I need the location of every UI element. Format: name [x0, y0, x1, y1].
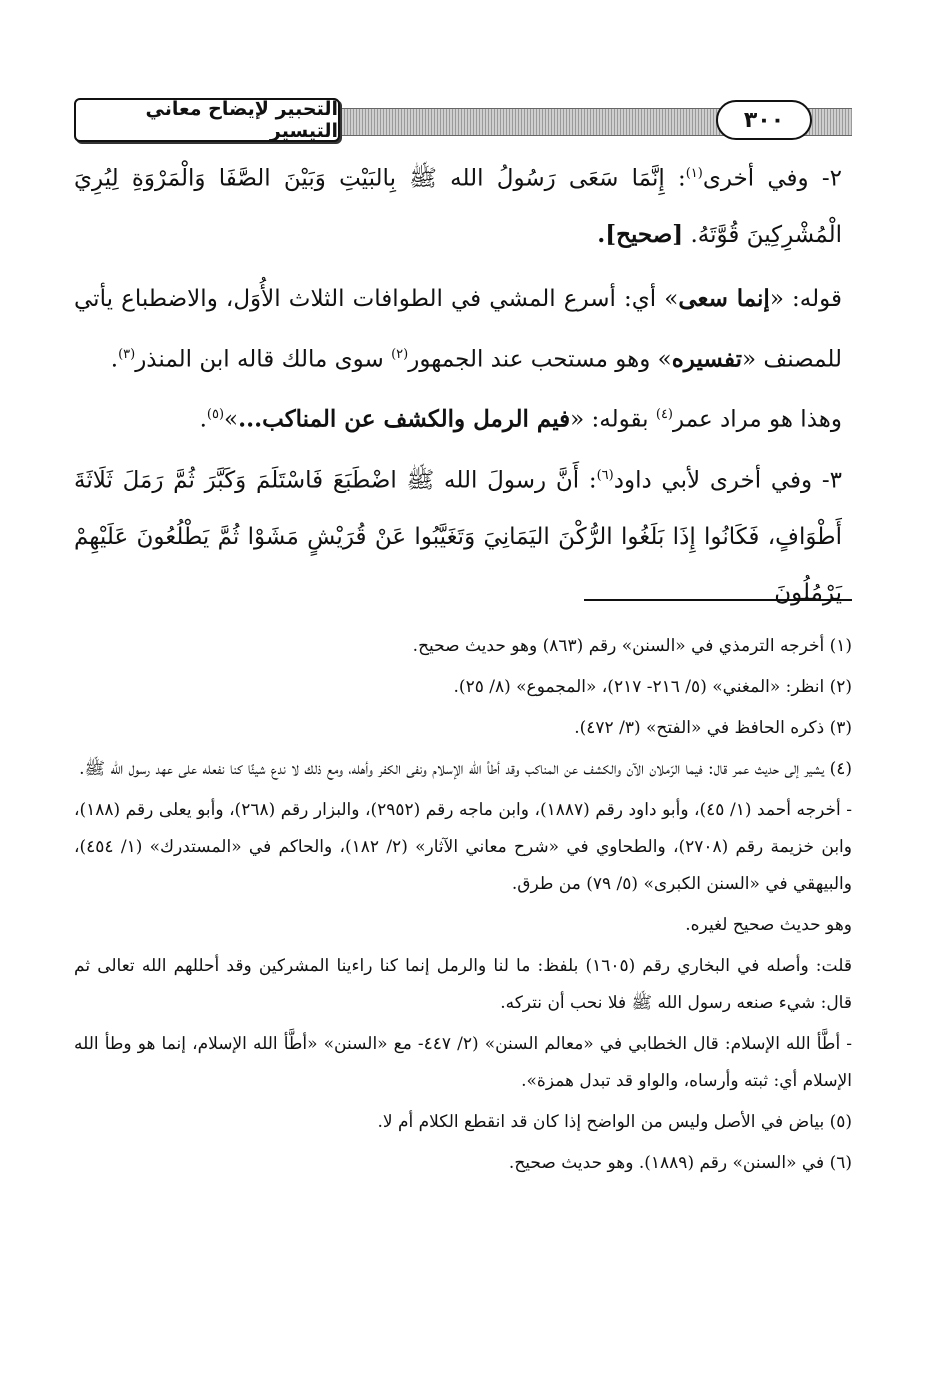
footnote-4-gloss: - أطَّأ الله الإسلام: قال الخطابي في «معالم السنن» (٢/ ٤٤٧- مع «السنن» «أطَّأ الله الإسلام، إنما هو وطأ الله الإسلام أي: ثبته وأرساه، والواو قد تبدل همزة». [74, 1034, 852, 1091]
footnote-ref: (٣) [118, 346, 136, 362]
footnote-3: (٣) ذكره الحافظ في «الفتح» (٣/ ٤٧٢). [574, 718, 852, 738]
footnote-ref: (٥) [206, 407, 225, 423]
footnote-5: (٥) بياض في الأصل وليس من الواضح إذا كان قد انقطع الكلام أم لا. [377, 1112, 852, 1132]
book-title: التحبير لإيضاح معاني التيسير [74, 98, 340, 142]
footnote-ref: (١) [685, 166, 703, 181]
footnotes [74, 628, 852, 1186]
hadith-3: ٣- وفي أخرى لأبي داود$^{(٦)}$: أَنَّ رسولَ الله ﷺ اضْطَبَعَ فَاسْتَلَمَ وَكَبَّرَ ثُمَّ رَمَلَ ثَلَاثَةَ أَطْوَافٍ، فَكَانُوا إِذَا بَلَغُوا الرُّكْنَ اليَمَانِيَ وَتَغَيَّبُوا عَنْ قُرَيْشٍ مَشَوْا ثُمَّ يَطْلُعُونَ عَلَيْهِمْ يَرْمُلُونَ [74, 467, 842, 606]
footnote-1: (١) أخرجه الترمذي في «السنن» رقم (٨٦٣) وهو حديث صحيح. [412, 636, 852, 656]
hadith-2: ٢- وفي أخرى$^{(١)}$: إِنَّمَا سَعَى رَسُولُ الله ﷺ بِالبَيْتِ وَبَيْنَ الصَّفَا وَالْمَرْوَةِ لِيُرِيَ الْمُشْرِكِينَ قُوَّتَهُ. [صحيح]. [74, 165, 842, 248]
footnote-6: (٦) في «السنن» رقم (١٨٨٩). وهو حديث صحيح. [508, 1153, 852, 1173]
umar-paragraph: وهذا هو مراد عمر$^{(٤)}$ بقوله: «فيم الرمل والكشف عن المناكب...»$^{(٥)}$. [199, 405, 842, 433]
footnote-ref: (٤) [655, 407, 673, 423]
footnote-4-takhrij: - أخرجه أحمد (١/ ٤٥)، وأبو داود رقم (١٨٨٧)، وابن ماجه رقم (٢٩٥٢)، والبزار رقم (٢٦٨)، وأبو يعلى رقم (١٨٨)، وابن خزيمة رقم (٢٧٠٨)، والطحاوي في «شرح معاني الآثار» (٢/ ١٨٢)، والحاكم في «المستدرك» (١/ ٤٥٤)، والبيهقي في «السنن الكبرى» (٥/ ٧٩) من طرق. [74, 800, 852, 894]
grade-label: [صحيح]. [597, 220, 684, 248]
page-number: ٣٠٠ [716, 100, 812, 140]
footnote-2: (٢) انظر: «المغني» (٥/ ٢١٦- ٢١٧)، «المجموع» (٨/ ٢٥). [453, 677, 852, 697]
footnote-4-note: قلت: وأصله في البخاري رقم (١٦٠٥) بلفظ: ما لنا والرمل إنما كنا راءينا المشركين وقد أحللهم الله تعالى ثم قال: شيء صنعه رسول الله ﷺ فلا نحب أن نتركه. [74, 956, 852, 1013]
commentary-paragraph: قوله: «إنما سعى» أي: أسرع المشي في الطوافات الثلاث الأُوَل، والاضطباع يأتي للمصنف «تفسيره» وهو مستحب عند الجمهور$^{(٢)}$ سوى مالك قاله ابن المنذر$^{(٣)}$. [74, 284, 842, 373]
footnote-ref: (٦) [596, 467, 614, 483]
page-header [74, 98, 852, 144]
main-text [74, 146, 852, 621]
footnote-4: (٤) يشير إلى حديث عمر قال: فيما الرّملان الآن والكشف عن المناكب وقد أطأ الله الإسلام ونفى الكفر وأهله، ومع ذلك لا ندع شيئًا كنا نفعله على عهد رسول الله ﷺ. [79, 759, 852, 779]
footnote-ref: (٢) [391, 346, 409, 362]
footnote-4-grade: وهو حديث صحيح لغيره. [685, 915, 852, 935]
footnote-divider [584, 599, 852, 601]
